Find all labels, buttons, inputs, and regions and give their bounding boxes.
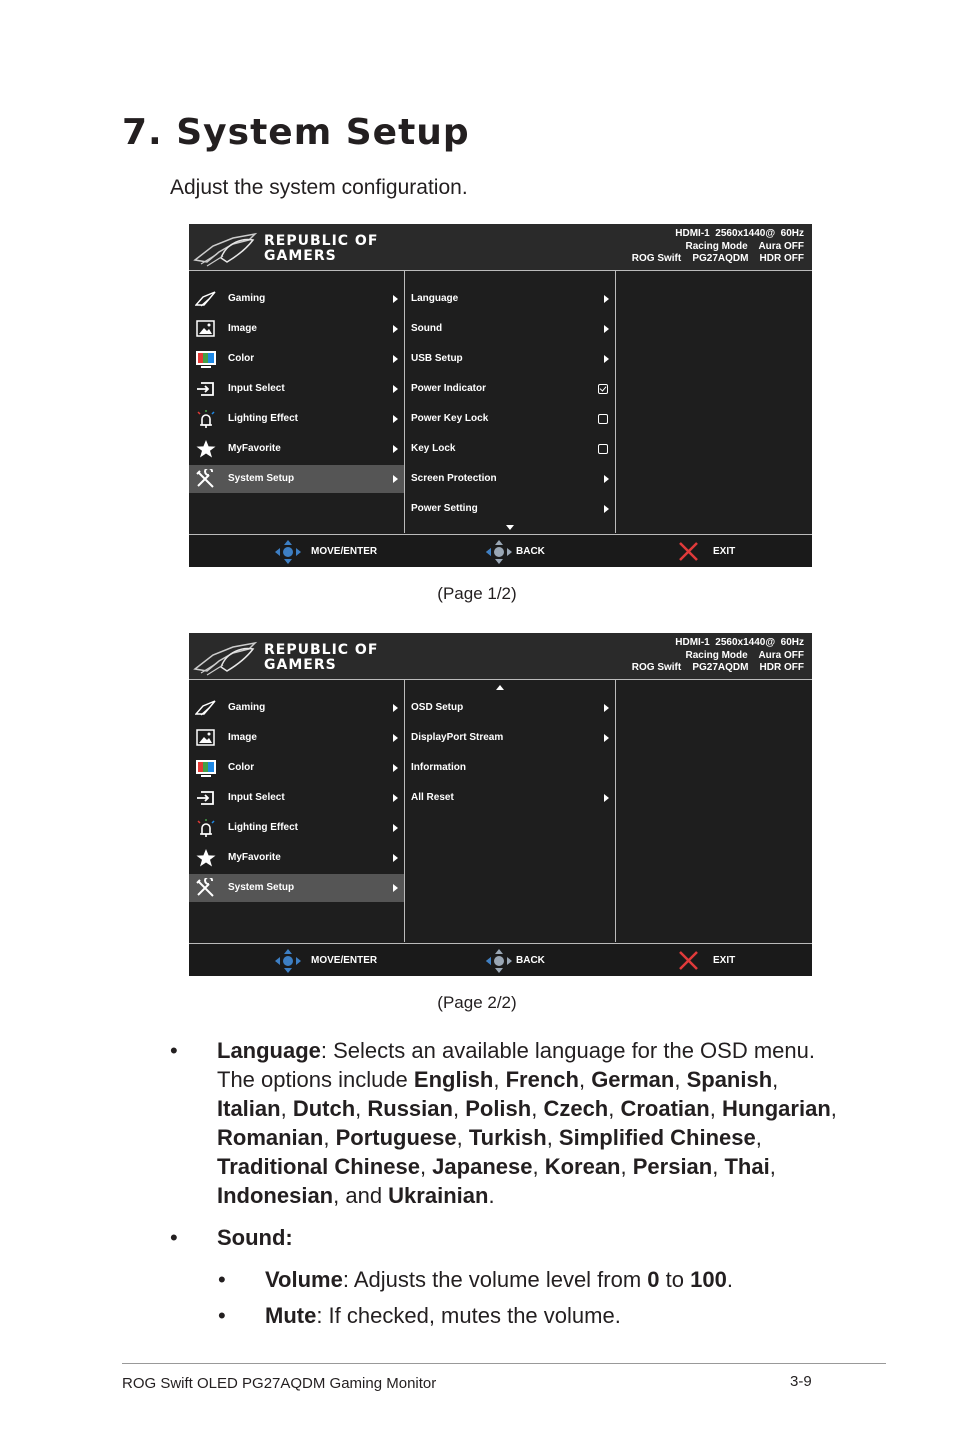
language-name: French [505,1067,579,1092]
submenu-item-key-lock[interactable]: Key Lock [405,435,615,463]
language-name: Portuguese [335,1125,457,1150]
language-name: Persian [632,1154,713,1179]
osd-footer: MOVE/ENTER BACK EXIT [189,534,812,567]
chevron-right-icon [393,475,398,483]
submenu-item-displayport-stream[interactable]: DisplayPort Stream [405,724,615,752]
color-icon [195,758,217,778]
osd-header [189,224,812,271]
submenu-item-information[interactable]: Information [411,762,466,773]
language-name: Traditional Chinese [217,1154,420,1179]
menu-item-color[interactable]: Color [189,345,404,373]
chevron-right-icon [604,325,609,333]
image-icon [195,728,217,748]
status-mode: Racing Mode Aura OFF [685,649,804,661]
gaming-icon [195,289,217,309]
osd-screenshot-page-1 [189,224,812,566]
osd-footer: MOVE/ENTER BACK EXIT [189,943,812,976]
chevron-right-icon [393,355,398,363]
chevron-right-icon [393,794,398,802]
main-menu [189,680,405,942]
language-name: English [413,1067,494,1092]
bullet-icon: • [218,1267,226,1292]
scroll-down-icon[interactable] [506,525,514,530]
main-menu [189,271,405,533]
caption-page-2: (Page 2/2) [437,993,517,1012]
input-select-icon [195,788,217,808]
language-name: Spanish [686,1067,773,1092]
checkbox-unchecked-icon[interactable] [598,444,608,454]
language-name: Turkish [468,1125,547,1150]
language-list: English, French, German, Spanish, Italian, Dutch, Russian, Polish, Czech, Croatian, Hungarian, Romanian, Portuguese, Turkish, Simplified Chinese, Traditional Chinese, Japanese, Korean, Persian, Thai, Indonesian [217,1067,837,1208]
chevron-right-icon [604,295,609,303]
page-number: 3-9 [790,1373,812,1390]
submenu-item-power-setting[interactable]: Power Setting [405,495,615,523]
status-model: ROG Swift PG27AQDM HDR OFF [631,253,804,265]
chevron-right-icon [604,505,609,513]
submenu-item-all-reset[interactable]: All Reset [405,784,615,812]
star-icon [195,439,217,459]
submenu-item-power-indicator[interactable]: Power Indicator [405,375,615,403]
language-name: Polish [465,1096,532,1121]
osd-screenshot-page-2 [189,633,812,975]
checkbox-checked-icon[interactable] [598,384,608,394]
status-model: ROG Swift PG27AQDM HDR OFF [631,662,804,674]
value-panel [616,680,812,942]
mute-description: • Mute: If checked, mutes the volume. [218,1303,621,1328]
scroll-up-icon[interactable] [496,685,504,690]
submenu [405,680,616,942]
language-name: Japanese [432,1154,533,1179]
chevron-right-icon [393,884,398,892]
menu-item-lighting-effect[interactable]: Lighting Effect [189,814,404,842]
submenu [405,271,616,533]
chevron-right-icon [393,764,398,772]
chevron-right-icon [393,824,398,832]
status-input: HDMI-1 2560x1440@ 60Hz [675,228,804,239]
osd-header [189,633,812,680]
description-list [170,1036,850,1330]
volume-description: • Volume: Adjusts the volume level from 0 to 100. [218,1267,733,1292]
status-input: HDMI-1 2560x1440@ 60Hz [675,637,804,648]
language-name: Russian [367,1096,453,1121]
system-setup-icon [195,878,217,898]
status-panel [632,228,804,266]
chevron-right-icon [393,385,398,393]
menu-item-system-setup[interactable]: System Setup [189,465,404,493]
menu-item-system-setup[interactable]: System Setup [189,874,404,902]
rog-logo-icon [193,228,259,268]
language-name: German [591,1067,675,1092]
chevron-right-icon [393,854,398,862]
joystick-move-icon [274,539,302,565]
chevron-right-icon [393,704,398,712]
language-name: Korean [544,1154,621,1179]
lighting-effect-icon [195,818,217,838]
status-panel [632,637,804,675]
submenu-item-sound[interactable]: Sound [405,315,615,343]
language-name: Romanian [217,1125,324,1150]
chevron-right-icon [393,445,398,453]
joystick-back-icon [485,539,513,565]
image-icon [195,319,217,339]
checkbox-unchecked-icon[interactable] [598,414,608,424]
submenu-item-language[interactable]: Language [405,285,615,313]
bullet-icon: • [170,1038,178,1063]
menu-item-myfavorite[interactable]: MyFavorite [189,844,404,872]
language-name: Dutch [292,1096,356,1121]
status-mode: Racing Mode Aura OFF [685,240,804,252]
submenu-item-power-key-lock[interactable]: Power Key Lock [405,405,615,433]
bullet-icon: • [218,1303,226,1328]
menu-item-image[interactable]: Image [189,724,404,752]
menu-item-color[interactable]: Color [189,754,404,782]
menu-item-input-select[interactable]: Input Select [189,375,404,403]
submenu-item-osd-setup[interactable]: OSD Setup [405,694,615,722]
submenu-item-screen-protection[interactable]: Screen Protection [405,465,615,493]
page-subtitle: Adjust the system configuration. [170,176,468,199]
brand-name: REPUBLIC OF GAMERS [264,233,379,264]
language-name: Italian [217,1096,281,1121]
page-title: 7. System Setup [122,112,470,153]
color-icon [195,349,217,369]
caption-page-1: (Page 1/2) [437,584,517,603]
chevron-right-icon [604,475,609,483]
chevron-right-icon [393,295,398,303]
chevron-right-icon [604,355,609,363]
joystick-back-icon [485,948,513,974]
submenu-item-usb-setup[interactable]: USB Setup [405,345,615,373]
language-description: • Language: Selects an available language for the OSD menu. The options include English, French, German, Spanish, Italian, Dutch, Russian, Polish, Czech, Croatian, Hungarian, Romanian, Portuguese, Turkish, Simplified Chinese, Traditional Chinese, Japanese, Korean, Persian, Thai, Indonesian, and Ukrainian. [170,1038,837,1208]
rog-logo-icon [193,637,259,677]
star-icon [195,848,217,868]
value-panel [616,271,812,533]
system-setup-icon [195,469,217,489]
menu-item-image[interactable]: Image [189,315,404,343]
chevron-right-icon [393,325,398,333]
sound-description: • Sound: [170,1225,293,1250]
language-name: Indonesian [217,1183,334,1208]
joystick-move-icon [274,948,302,974]
language-name: Czech [543,1096,609,1121]
footer-product: ROG Swift OLED PG27AQDM Gaming Monitor [122,1375,437,1392]
menu-item-gaming[interactable]: Gaming [189,285,404,313]
bullet-icon: • [170,1225,178,1250]
language-name: Croatian [620,1096,710,1121]
menu-item-input-select[interactable]: Input Select [189,784,404,812]
language-name: Hungarian [721,1096,831,1121]
chevron-right-icon [604,704,609,712]
close-icon [675,948,703,974]
lighting-effect-icon [195,409,217,429]
input-select-icon [195,379,217,399]
brand-name: REPUBLIC OF GAMERS [264,642,379,673]
gaming-icon [195,698,217,718]
menu-item-lighting-effect[interactable]: Lighting Effect [189,405,404,433]
chevron-right-icon [604,794,609,802]
menu-item-gaming[interactable]: Gaming [189,694,404,722]
close-icon [675,539,703,565]
footer-divider [122,1363,886,1364]
language-name: Thai [724,1154,770,1179]
language-name: Simplified Chinese [558,1125,756,1150]
chevron-right-icon [604,734,609,742]
menu-item-myfavorite[interactable]: MyFavorite [189,435,404,463]
chevron-right-icon [393,734,398,742]
chevron-right-icon [393,415,398,423]
